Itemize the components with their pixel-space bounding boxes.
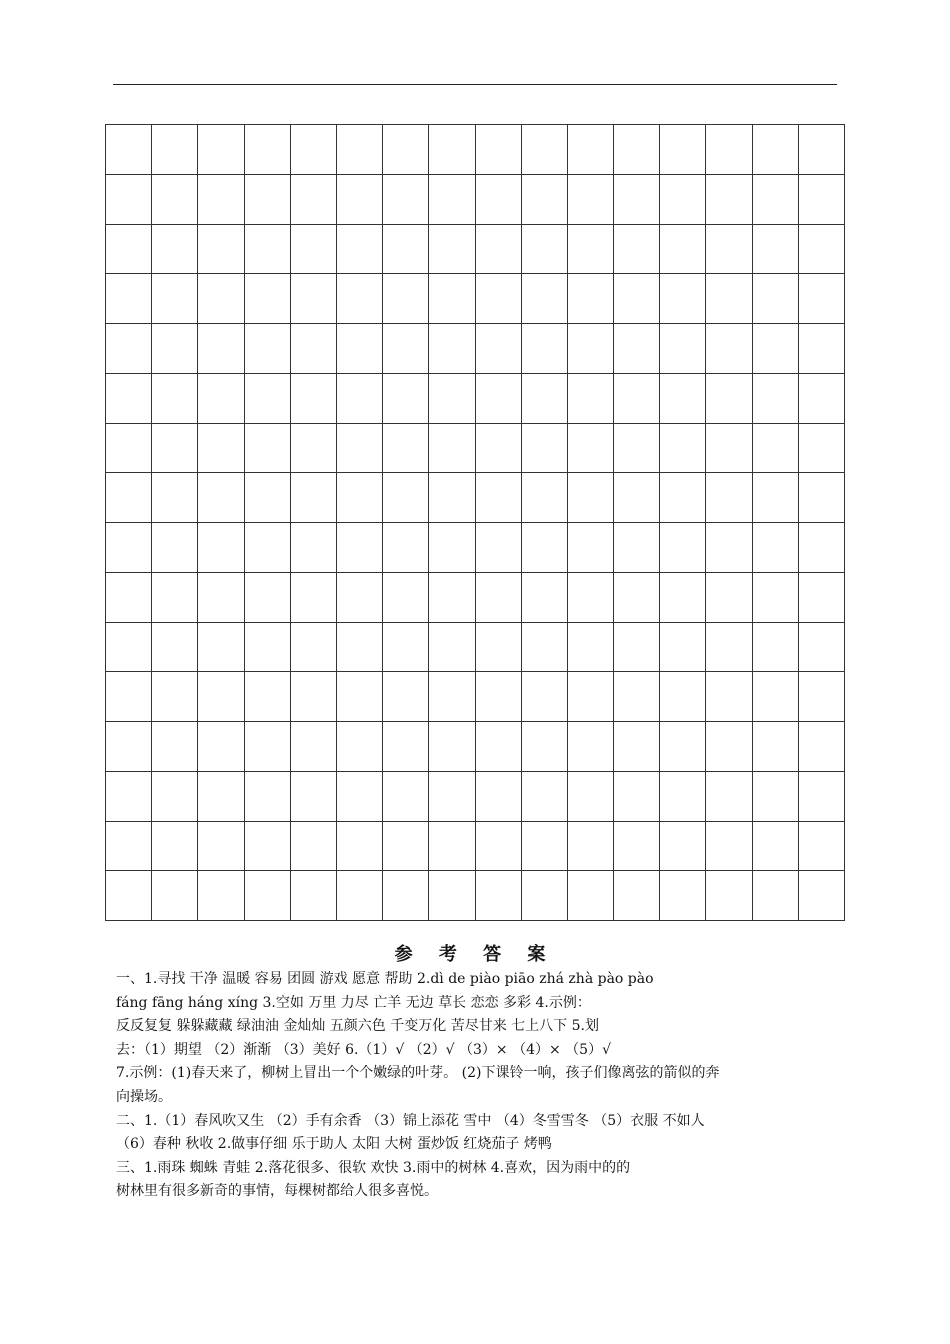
grid-cell xyxy=(753,772,799,822)
grid-cell xyxy=(429,473,475,523)
answer-key-body xyxy=(116,968,840,1204)
grid-cell xyxy=(152,672,198,722)
grid-cell xyxy=(383,374,429,424)
grid-cell xyxy=(706,374,752,424)
grid-cell xyxy=(476,125,522,175)
grid-cell xyxy=(660,822,706,872)
grid-cell xyxy=(106,672,152,722)
grid-cell xyxy=(198,722,244,772)
grid-cell xyxy=(522,871,568,921)
grid-cell xyxy=(152,822,198,872)
grid-cell xyxy=(476,523,522,573)
grid-cell xyxy=(568,424,614,474)
grid-cell xyxy=(245,424,291,474)
grid-cell xyxy=(753,722,799,772)
grid-cell xyxy=(291,672,337,722)
grid-cell xyxy=(106,722,152,772)
answer-line: fáng fāng háng xíng 3.空如 万里 力尽 亡羊 无边 草长 恋恋 多彩 4.示例： xyxy=(116,994,591,1011)
grid-cell xyxy=(337,573,383,623)
answer-line: 二、1.（1）春风吹又生 （2）手有余香 （3）锦上添花 雪中 （4）冬雪雪冬 （5）衣服 不如人 xyxy=(116,1112,705,1129)
grid-cell xyxy=(245,125,291,175)
grid-cell xyxy=(106,623,152,673)
grid-cell xyxy=(660,573,706,623)
grid-cell xyxy=(799,125,845,175)
grid-cell xyxy=(660,374,706,424)
grid-cell xyxy=(706,324,752,374)
grid-cell xyxy=(568,374,614,424)
grid-cell xyxy=(614,672,660,722)
grid-cell xyxy=(660,871,706,921)
grid-cell xyxy=(291,175,337,225)
grid-cell xyxy=(198,125,244,175)
writing-grid xyxy=(105,124,845,921)
grid-cell xyxy=(245,623,291,673)
grid-cell xyxy=(152,523,198,573)
grid-cell xyxy=(106,175,152,225)
grid-cell xyxy=(106,871,152,921)
grid-cell xyxy=(383,125,429,175)
grid-cell xyxy=(568,125,614,175)
grid-cell xyxy=(152,623,198,673)
grid-cell xyxy=(568,672,614,722)
grid-cell xyxy=(245,822,291,872)
grid-cell xyxy=(106,822,152,872)
grid-cell xyxy=(383,672,429,722)
grid-cell xyxy=(568,274,614,324)
grid-cell xyxy=(614,125,660,175)
grid-cell xyxy=(614,424,660,474)
grid-cell xyxy=(476,822,522,872)
grid-cell xyxy=(106,324,152,374)
grid-cell xyxy=(337,374,383,424)
grid-cell xyxy=(660,225,706,275)
grid-cell xyxy=(660,274,706,324)
grid-cell xyxy=(152,573,198,623)
grid-cell xyxy=(476,772,522,822)
grid-cell xyxy=(337,175,383,225)
grid-cell xyxy=(568,523,614,573)
answer-line: 去：（1）期望 （2）渐渐 （3）美好 6.（1）√ （2）√ （3）× （4）× （5）√ xyxy=(116,1041,611,1058)
grid-cell xyxy=(476,324,522,374)
grid-cell xyxy=(568,324,614,374)
grid-cell xyxy=(799,672,845,722)
grid-cell xyxy=(198,374,244,424)
grid-cell xyxy=(291,822,337,872)
grid-cell xyxy=(799,274,845,324)
grid-cell xyxy=(706,424,752,474)
grid-cell xyxy=(522,672,568,722)
grid-cell xyxy=(198,573,244,623)
grid-cell xyxy=(429,274,475,324)
grid-cell xyxy=(245,225,291,275)
grid-cell xyxy=(799,424,845,474)
grid-cell xyxy=(753,125,799,175)
grid-cell xyxy=(660,125,706,175)
grid-cell xyxy=(152,772,198,822)
grid-cell xyxy=(106,125,152,175)
grid-cell xyxy=(429,772,475,822)
grid-cell xyxy=(106,374,152,424)
grid-cell xyxy=(198,772,244,822)
grid-cell xyxy=(799,871,845,921)
grid-cell xyxy=(614,374,660,424)
grid-cell xyxy=(245,523,291,573)
grid-cell xyxy=(198,274,244,324)
grid-cell xyxy=(429,623,475,673)
grid-cell xyxy=(799,175,845,225)
grid-cell xyxy=(706,473,752,523)
grid-cell xyxy=(799,772,845,822)
grid-cell xyxy=(476,473,522,523)
grid-cell xyxy=(291,424,337,474)
grid-cell xyxy=(198,523,244,573)
grid-cell xyxy=(660,424,706,474)
grid-cell xyxy=(522,822,568,872)
grid-cell xyxy=(660,623,706,673)
grid-cell xyxy=(106,523,152,573)
grid-cell xyxy=(799,523,845,573)
grid-cell xyxy=(106,274,152,324)
grid-cell xyxy=(291,274,337,324)
grid-cell xyxy=(522,523,568,573)
grid-cell xyxy=(706,672,752,722)
grid-cell xyxy=(476,274,522,324)
grid-cell xyxy=(429,424,475,474)
grid-cell xyxy=(245,772,291,822)
grid-cell xyxy=(614,473,660,523)
grid-cell xyxy=(152,125,198,175)
grid-cell xyxy=(429,822,475,872)
grid-cell xyxy=(799,225,845,275)
grid-cell xyxy=(337,324,383,374)
grid-cell xyxy=(706,722,752,772)
grid-cell xyxy=(152,871,198,921)
grid-cell xyxy=(152,175,198,225)
grid-cell xyxy=(152,424,198,474)
grid-cell xyxy=(383,772,429,822)
grid-cell xyxy=(522,722,568,772)
answer-line: 一、1.寻找 干净 温暖 容易 团圆 游戏 愿意 帮助 2.dì de piào piāo zhá zhà pào pào xyxy=(116,971,654,987)
grid-cell xyxy=(753,523,799,573)
grid-cell xyxy=(522,125,568,175)
grid-cell xyxy=(291,573,337,623)
grid-cell xyxy=(337,125,383,175)
grid-cell xyxy=(106,573,152,623)
grid-cell xyxy=(337,274,383,324)
grid-cell xyxy=(568,871,614,921)
grid-cell xyxy=(429,175,475,225)
grid-cell xyxy=(799,473,845,523)
grid-cell xyxy=(753,473,799,523)
grid-cell xyxy=(614,772,660,822)
grid-cell xyxy=(429,672,475,722)
grid-cell xyxy=(383,822,429,872)
grid-cell xyxy=(152,274,198,324)
grid-cell xyxy=(476,424,522,474)
grid-cell xyxy=(522,175,568,225)
grid-cell xyxy=(568,573,614,623)
grid-cell xyxy=(429,871,475,921)
grid-cell xyxy=(753,324,799,374)
grid-cell xyxy=(429,225,475,275)
grid-cell xyxy=(753,871,799,921)
grid-cell xyxy=(706,822,752,872)
header-rule xyxy=(113,84,837,85)
grid-cell xyxy=(337,772,383,822)
grid-cell xyxy=(245,871,291,921)
grid-cell xyxy=(568,722,614,772)
grid-cell xyxy=(706,772,752,822)
grid-cell xyxy=(245,573,291,623)
grid-cell xyxy=(614,274,660,324)
grid-cell xyxy=(245,175,291,225)
grid-cell xyxy=(383,623,429,673)
grid-cell xyxy=(706,523,752,573)
grid-cell xyxy=(476,722,522,772)
grid-cell xyxy=(383,424,429,474)
grid-cell xyxy=(706,623,752,673)
grid-cell xyxy=(337,672,383,722)
grid-cell xyxy=(614,722,660,772)
grid-cell xyxy=(476,573,522,623)
grid-cell xyxy=(337,822,383,872)
grid-cell xyxy=(245,274,291,324)
grid-cell xyxy=(706,175,752,225)
grid-cell xyxy=(522,374,568,424)
grid-cell xyxy=(753,623,799,673)
grid-cell xyxy=(660,722,706,772)
grid-cell xyxy=(291,374,337,424)
grid-cell xyxy=(245,324,291,374)
grid-cell xyxy=(753,424,799,474)
grid-cell xyxy=(568,473,614,523)
grid-cell xyxy=(568,225,614,275)
grid-cell xyxy=(198,424,244,474)
grid-cell xyxy=(198,473,244,523)
grid-cell xyxy=(476,225,522,275)
grid-cell xyxy=(429,125,475,175)
grid-cell xyxy=(614,225,660,275)
answer-line: 三、1.雨珠 蜘蛛 青蛙 2.落花很多、很软 欢快 3.雨中的树林 4.喜欢，因为雨中的的 xyxy=(116,1159,631,1176)
grid-cell xyxy=(429,573,475,623)
grid-cell xyxy=(476,175,522,225)
grid-cell xyxy=(753,274,799,324)
grid-cell xyxy=(245,672,291,722)
grid-cell xyxy=(522,473,568,523)
grid-cell xyxy=(614,324,660,374)
grid-cell xyxy=(753,175,799,225)
grid-cell xyxy=(106,772,152,822)
grid-cell xyxy=(291,772,337,822)
grid-cell xyxy=(291,623,337,673)
grid-cell xyxy=(476,672,522,722)
grid-cell xyxy=(198,225,244,275)
answer-line: （6）春种 秋收 2.做事仔细 乐于助人 太阳 大树 蛋炒饭 红烧茄子 烤鸭 xyxy=(116,1136,552,1153)
grid-cell xyxy=(291,125,337,175)
grid-cell xyxy=(337,623,383,673)
grid-cell xyxy=(753,822,799,872)
grid-cell xyxy=(198,175,244,225)
grid-cell xyxy=(568,772,614,822)
grid-cell xyxy=(753,573,799,623)
grid-cell xyxy=(291,225,337,275)
grid-cell xyxy=(337,722,383,772)
grid-cell xyxy=(706,225,752,275)
grid-cell xyxy=(198,623,244,673)
grid-cell xyxy=(476,871,522,921)
grid-cell xyxy=(291,473,337,523)
grid-cell xyxy=(522,225,568,275)
grid-cell xyxy=(198,822,244,872)
grid-cell xyxy=(383,573,429,623)
grid-cell xyxy=(568,623,614,673)
grid-cell xyxy=(245,722,291,772)
grid-cell xyxy=(383,722,429,772)
grid-cell xyxy=(337,473,383,523)
grid-cell xyxy=(522,573,568,623)
grid-cell xyxy=(799,374,845,424)
grid-cell xyxy=(152,722,198,772)
grid-cell xyxy=(476,374,522,424)
grid-cell xyxy=(337,871,383,921)
grid-cell xyxy=(753,374,799,424)
grid-cell xyxy=(152,374,198,424)
grid-cell xyxy=(660,473,706,523)
grid-cell xyxy=(799,822,845,872)
grid-cell xyxy=(198,324,244,374)
grid-cell xyxy=(198,672,244,722)
grid-cell xyxy=(152,225,198,275)
grid-cell xyxy=(383,175,429,225)
grid-cell xyxy=(429,722,475,772)
grid-cell xyxy=(337,225,383,275)
answer-line: 向操场。 xyxy=(116,1088,172,1105)
grid-cell xyxy=(291,722,337,772)
answer-line: 7.示例：(1)春天来了，柳树上冒出一个个嫩绿的叶芽。 (2)下课铃一响，孩子们像离弦的箭似的奔 xyxy=(116,1065,720,1082)
grid-cell xyxy=(383,274,429,324)
grid-cell xyxy=(337,424,383,474)
grid-cell xyxy=(706,573,752,623)
grid-cell xyxy=(522,324,568,374)
grid-cell xyxy=(706,274,752,324)
grid-cell xyxy=(106,473,152,523)
grid-cell xyxy=(614,175,660,225)
grid-cell xyxy=(152,324,198,374)
grid-cell xyxy=(245,473,291,523)
grid-cell xyxy=(753,225,799,275)
grid-cell xyxy=(106,424,152,474)
grid-cell xyxy=(198,871,244,921)
grid-cell xyxy=(106,225,152,275)
answer-line: 树林里有很多新奇的事情，每棵树都给人很多喜悦。 xyxy=(116,1183,438,1200)
grid-cell xyxy=(383,523,429,573)
grid-cell xyxy=(706,125,752,175)
grid-cell xyxy=(291,523,337,573)
answer-key-title: 参 考 答 案 xyxy=(394,944,556,965)
grid-cell xyxy=(614,523,660,573)
grid-cell xyxy=(522,424,568,474)
grid-cell xyxy=(614,822,660,872)
grid-cell xyxy=(383,324,429,374)
grid-cell xyxy=(660,772,706,822)
grid-cell xyxy=(799,573,845,623)
grid-cell xyxy=(799,623,845,673)
grid-cell xyxy=(383,225,429,275)
grid-cell xyxy=(337,523,383,573)
grid-cell xyxy=(660,672,706,722)
grid-cell xyxy=(706,871,752,921)
grid-cell xyxy=(614,871,660,921)
grid-cell xyxy=(429,374,475,424)
grid-cell xyxy=(245,374,291,424)
grid-cell xyxy=(753,672,799,722)
grid-cell xyxy=(383,473,429,523)
grid-cell xyxy=(660,175,706,225)
grid-cell xyxy=(799,324,845,374)
grid-cell xyxy=(383,871,429,921)
grid-cell xyxy=(291,324,337,374)
grid-cell xyxy=(799,722,845,772)
grid-cell xyxy=(429,523,475,573)
grid-cell xyxy=(614,623,660,673)
grid-cell xyxy=(568,822,614,872)
grid-cell xyxy=(291,871,337,921)
grid-cell xyxy=(568,175,614,225)
grid-cell xyxy=(522,623,568,673)
grid-cell xyxy=(429,324,475,374)
answer-line: 反反复复 躲躲藏藏 绿油油 金灿灿 五颜六色 千变万化 苦尽甘来 七上八下 5.划 xyxy=(116,1018,599,1035)
grid-cell xyxy=(476,623,522,673)
grid-cell xyxy=(660,324,706,374)
grid-cell xyxy=(152,473,198,523)
grid-cell xyxy=(522,274,568,324)
grid-cell xyxy=(522,772,568,822)
grid-cell xyxy=(660,523,706,573)
grid-cell xyxy=(614,573,660,623)
